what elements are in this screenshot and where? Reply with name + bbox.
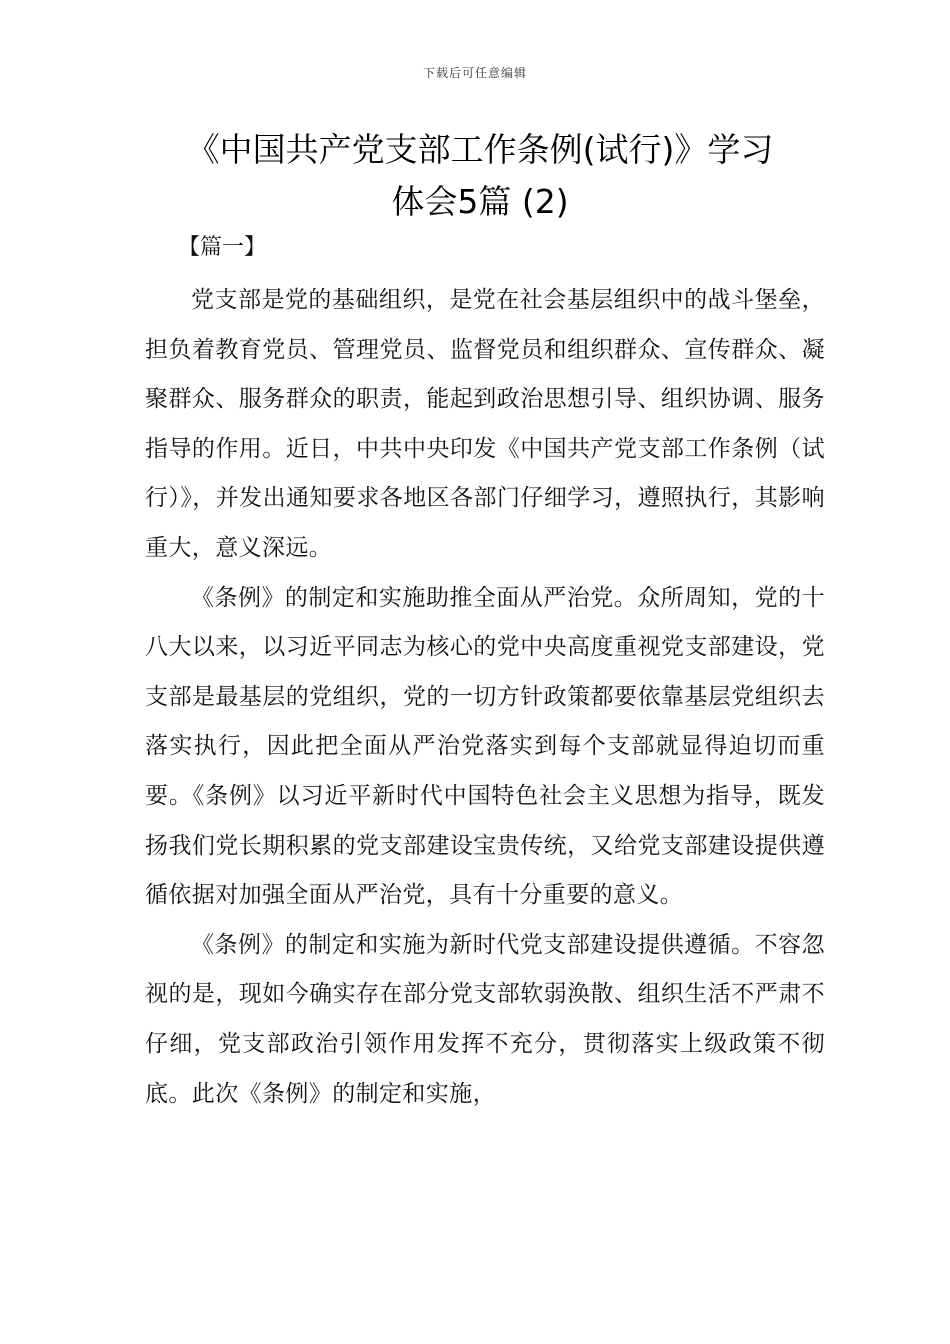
paragraph-2: 《条例》的制定和实施助推全面从严治党。众所周知，党的十八大以来，以习近平同志为核心的党中央高度重视党支部建设，党支部是最基层的党组织，党的一切方针政策都要依靠基层党组织去落实执行，因此把全面从严治党落实到每个支部就显得迫切而重要。《条例》以习近平新时代中国特色社会主义思想为指导，既发扬我们党长期积累的党支部建设宝贵传统，又给党支部建设提供遵循依据对加强全面从严治党，具有十分重要的意义。 (145, 584, 825, 909)
paragraph-3: 《条例》的制定和实施为新时代党支部建设提供遵循。不容忽视的是，现如今确实存在部分党支部软弱涣散、组织生活不严肃不仔细，党支部政治引领作用发挥不充分，贯彻落实上级政策不彻底。此次《条例》的制定和实施， (145, 931, 825, 1107)
document-title (140, 124, 820, 228)
title-line-1: 《中国共产党支部工作条例(试行)》学习 (186, 130, 774, 169)
body-text (145, 276, 825, 1119)
title-line-2: 体会5篇 (2) (391, 182, 569, 221)
section-label: 【篇一】 (178, 235, 267, 260)
paragraph-1: 党支部是党的基础组织，是党在社会基层组织中的战斗堡垒，担负着教育党员、管理党员、监督党员和组织群众、宣传群众、凝聚群众、服务群众的职责，能起到政治思想引导、组织协调、服务指导的作用。近日，中共中央印发《中国共产党支部工作条例（试行）》，并发出通知要求各地区各部门仔细学习，遵照执行，其影响重大，意义深远。 (145, 287, 825, 561)
header-note: 下载后可任意编辑 (422, 66, 527, 80)
